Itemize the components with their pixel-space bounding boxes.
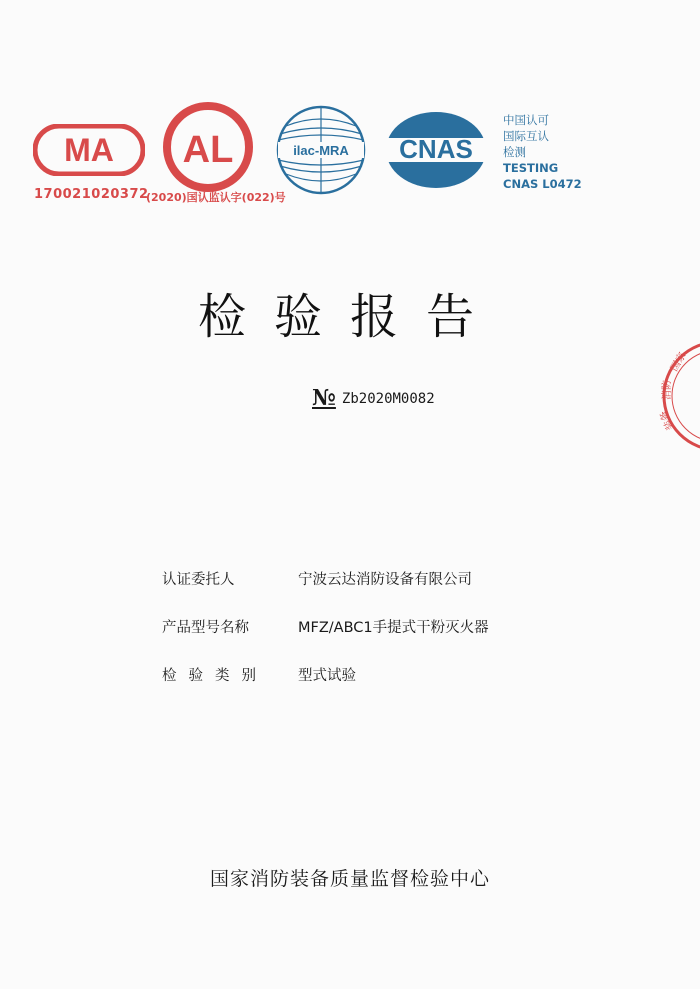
svg-text:消防: 消防 bbox=[662, 380, 673, 400]
field-row-category bbox=[162, 664, 489, 712]
cnas-line-1: 中国认可 bbox=[503, 113, 549, 127]
cnas-accreditation-text bbox=[503, 112, 582, 192]
cal-certificate-text: (2020)国认监认字(022)号 bbox=[146, 191, 286, 204]
number-sign: № bbox=[312, 385, 336, 411]
svg-text:装备: 装备 bbox=[658, 408, 677, 432]
svg-text:国家: 国家 bbox=[669, 350, 689, 374]
official-seal bbox=[658, 336, 700, 456]
field-row-product bbox=[162, 616, 489, 664]
page-title: 检验报告 bbox=[197, 289, 502, 345]
field-value: MFZ/ABC1手提式干粉灭火器 bbox=[298, 620, 489, 636]
field-label: 认证委托人 bbox=[162, 572, 235, 588]
cma-logo bbox=[33, 124, 145, 176]
cnas-line-4: TESTING bbox=[503, 161, 559, 175]
report-fields bbox=[162, 568, 489, 712]
issuing-organization: 国家消防装备质量监督检验中心 bbox=[209, 868, 490, 890]
report-number bbox=[312, 385, 435, 411]
ilac-mra-logo bbox=[272, 104, 370, 196]
report-number-value: Zb2020M0082 bbox=[341, 391, 435, 407]
cnas-logo bbox=[382, 108, 490, 192]
cnas-line-3: 检测 bbox=[503, 145, 526, 159]
svg-text:AL: AL bbox=[182, 129, 234, 171]
field-label: 产品型号名称 bbox=[162, 620, 249, 636]
cma-certificate-number: 170021020372 bbox=[34, 187, 149, 202]
field-value: 型式试验 bbox=[298, 668, 356, 684]
cnas-line-2: 国际互认 bbox=[503, 129, 549, 143]
svg-text:MA: MA bbox=[64, 132, 114, 168]
cal-logo bbox=[160, 102, 256, 192]
field-label: 检验类别 bbox=[162, 668, 268, 684]
svg-text:ilac-MRA: ilac-MRA bbox=[293, 143, 349, 158]
field-value: 宁波云达消防设备有限公司 bbox=[298, 572, 472, 588]
cnas-line-5: CNAS L0472 bbox=[503, 177, 582, 191]
svg-text:CNAS: CNAS bbox=[399, 134, 473, 164]
field-row-client bbox=[162, 568, 489, 616]
